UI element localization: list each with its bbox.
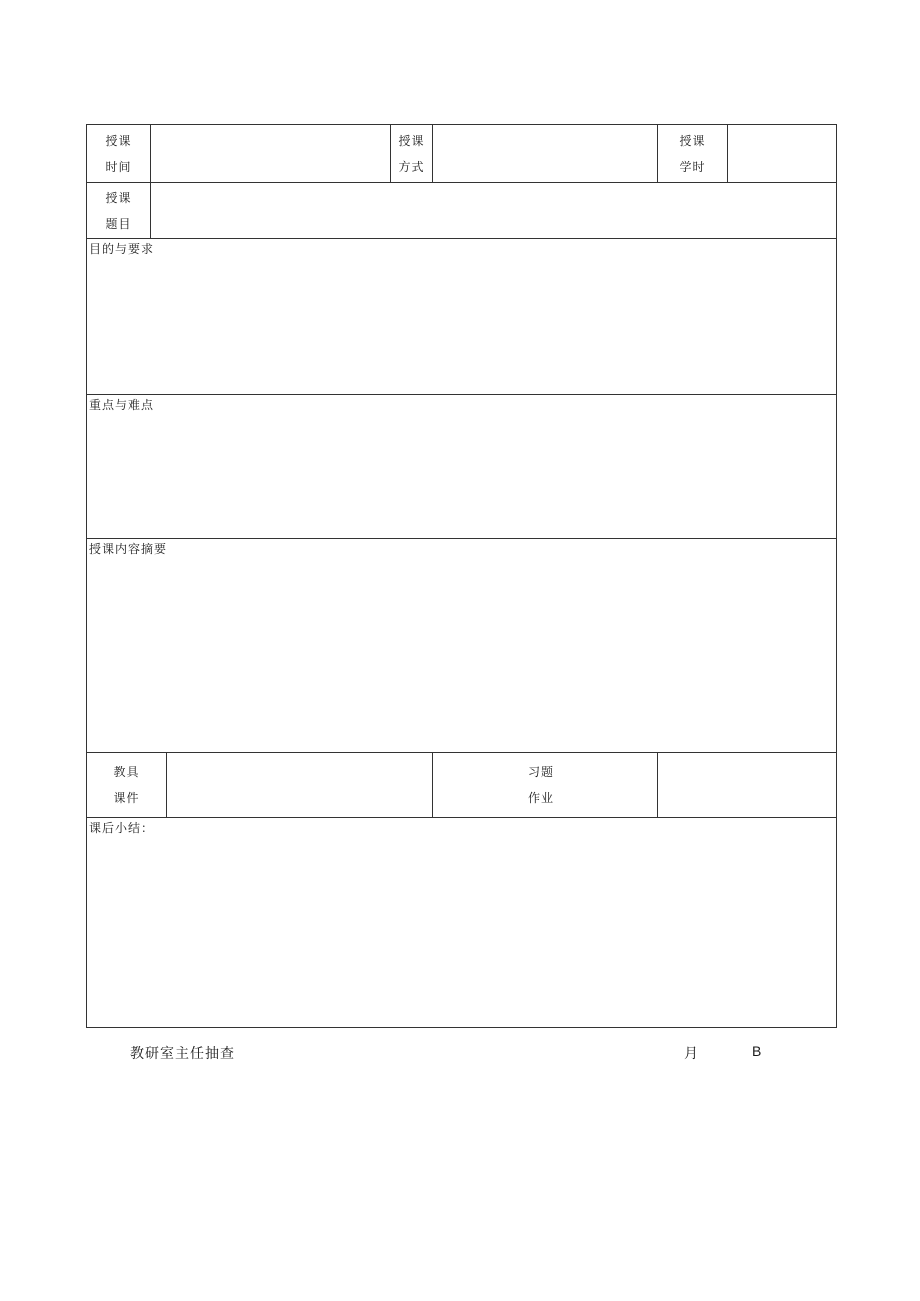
content-summary-row <box>87 539 837 753</box>
time-label: 授课 时间 <box>87 125 151 183</box>
after-class-label: 课后小结： <box>89 821 155 835</box>
lesson-plan-form <box>86 124 837 1028</box>
topic-label: 授课 题目 <box>87 183 151 239</box>
header-row-2 <box>87 183 837 239</box>
after-class-row <box>87 818 837 1028</box>
day-label: B <box>752 1043 762 1059</box>
signature-label: 教研室主任抽查 <box>130 1046 235 1062</box>
tools-value-cell[interactable] <box>167 753 433 818</box>
content-summary-label: 授课内容摘要 <box>89 542 168 556</box>
tools-label: 教具 课件 <box>87 753 167 818</box>
topic-value-cell[interactable] <box>151 183 837 239</box>
objectives-section[interactable] <box>87 239 837 395</box>
time-value-cell[interactable] <box>151 125 391 183</box>
objectives-row <box>87 239 837 395</box>
homework-value-cell[interactable] <box>658 753 837 818</box>
key-points-label: 重点与难点 <box>89 398 155 412</box>
method-label: 授课 方式 <box>391 125 433 183</box>
header-row-1 <box>87 125 837 183</box>
month-label: 月 <box>684 1046 698 1062</box>
key-points-section[interactable] <box>87 395 837 539</box>
homework-label: 习题 作业 <box>433 753 658 818</box>
after-class-section[interactable] <box>87 818 837 1028</box>
tools-row <box>87 753 837 818</box>
hours-value-cell[interactable] <box>728 125 837 183</box>
hours-label: 授课 学时 <box>658 125 728 183</box>
key-points-row <box>87 395 837 539</box>
content-summary-section[interactable] <box>87 539 837 753</box>
method-value-cell[interactable] <box>433 125 658 183</box>
signature-footer <box>0 1043 920 1065</box>
objectives-label: 目的与要求 <box>89 242 155 256</box>
